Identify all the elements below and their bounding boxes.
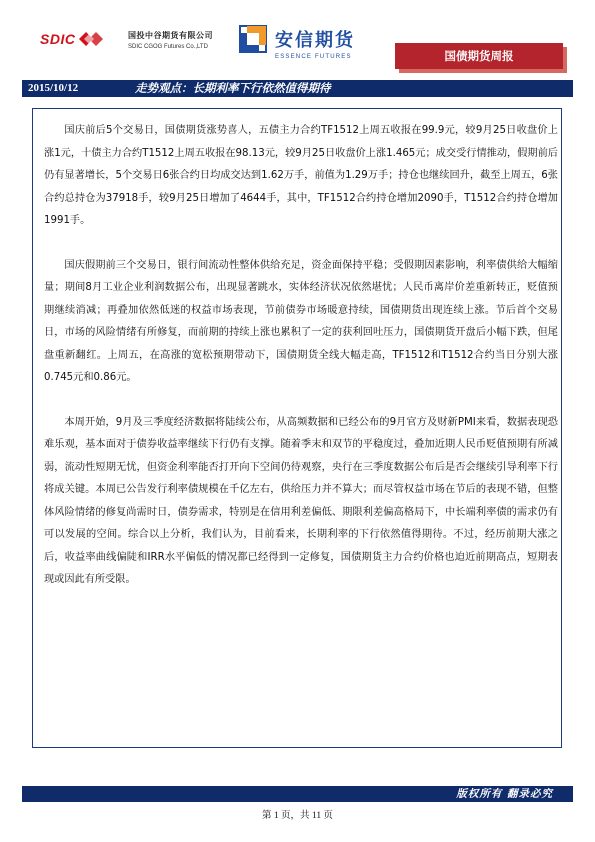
sdic-company-cn: 国投中谷期货有限公司 xyxy=(128,31,213,40)
sdic-company-en: SDIC CGOG Futures Co.,LTD xyxy=(128,44,208,50)
footer-bar xyxy=(22,786,573,802)
sdic-wordmark: SDIC xyxy=(40,31,76,47)
sdic-diamond-icon xyxy=(77,31,107,47)
report-date: 2015/10/12 xyxy=(28,82,79,94)
essence-logo-icon xyxy=(239,25,267,53)
body-paragraph: 国庆假期前三个交易日，银行间流动性整体供给充足，资金面保持平稳；受假期因素影响，利率债供给大幅缩量；期间8月工业企业利润数据公布，出现显著跳水，实体经济状况依然堪忧；人民币离岸价差重新转正，贬值预期继续消减；再叠加依然低迷的权益市场表现，节前债券市场暖意持续，国债期货出现连续上涨。节后首个交易日，市场的风险情绪有所修复，而前期的持续上涨也累积了一定的获利回吐压力，国债期货开盘后小幅下跌，但尾盘重新翻红。上周五，在高涨的宽松预期带动下，国债期货全线大幅走高，TF1512和T1512合约当日分别大涨0.745元和0.86元。 xyxy=(44,259,558,383)
copyright-notice: 版权所有 翻录必究 xyxy=(456,788,553,800)
title-bar xyxy=(22,80,573,97)
report-body xyxy=(44,120,558,592)
report-headline: 走势观点：长期利率下行依然值得期待 xyxy=(135,81,331,95)
essence-brand xyxy=(275,26,355,60)
sdic-company-name xyxy=(128,30,213,50)
body-paragraph: 本周开始，9月及三季度经济数据将陆续公布，从高频数据和已经公布的9月官方及财新PMI来看，数据表现恐难乐观，基本面对于债券收益率继续下行仍有支撑。随着季末和双节的平稳度过，叠加近期人民币贬值预期有所减弱，流动性短期无忧，但资金利率能否打开向下空间仍待观察，央行在三季度数据公布后是否会继续引导利率下行将成关键。本周已公告发行利率债规模在千亿左右，供给压力并不算大；而尽管权益市场在节后的表现不错，但整体风险情绪的修复尚需时日，债券需求，特别是在信用利差偏低、期限利差偏高格局下，中长端利率债的需求仍有可以发展的空间。综合以上分析，我们认为，目前看来，长期利率的下行依然值得期待。不过，经历前期大涨之后，收益率曲线偏陡和IRR水平偏低的情况都已经得到一定修复，国债期货主力合约价格也迫近前期高点，短期表现或因此有所受限。 xyxy=(44,416,558,585)
body-paragraph: 国庆前后5个交易日，国债期货涨势喜人，五债主力合约TF1512上周五收报在99.9元，较9月25日收盘价上涨1元，十债主力合约T1512上周五收报在98.13元，较9月25日收盘价上涨1.465元；成交受行情推动，假期前后仍有显著增长，5个交易日6张合约日均成交达到1.62万手，前值为1.29万手；持仓也继续回升，截至上周五，6张合约总持仓为37918手，较9月25日增加了4644手，其中，TF1512合约持仓增加2090手，T1512合约持仓增加1991手。 xyxy=(44,125,558,226)
essence-brand-en: ESSENCE FUTURES xyxy=(275,54,352,60)
sdic-logo xyxy=(40,31,107,47)
essence-brand-cn: 安信期货 xyxy=(275,30,355,51)
report-type-tag: 国债期货周报 xyxy=(395,43,563,69)
page-number: 第 1 页，共 11 页 xyxy=(262,811,333,821)
